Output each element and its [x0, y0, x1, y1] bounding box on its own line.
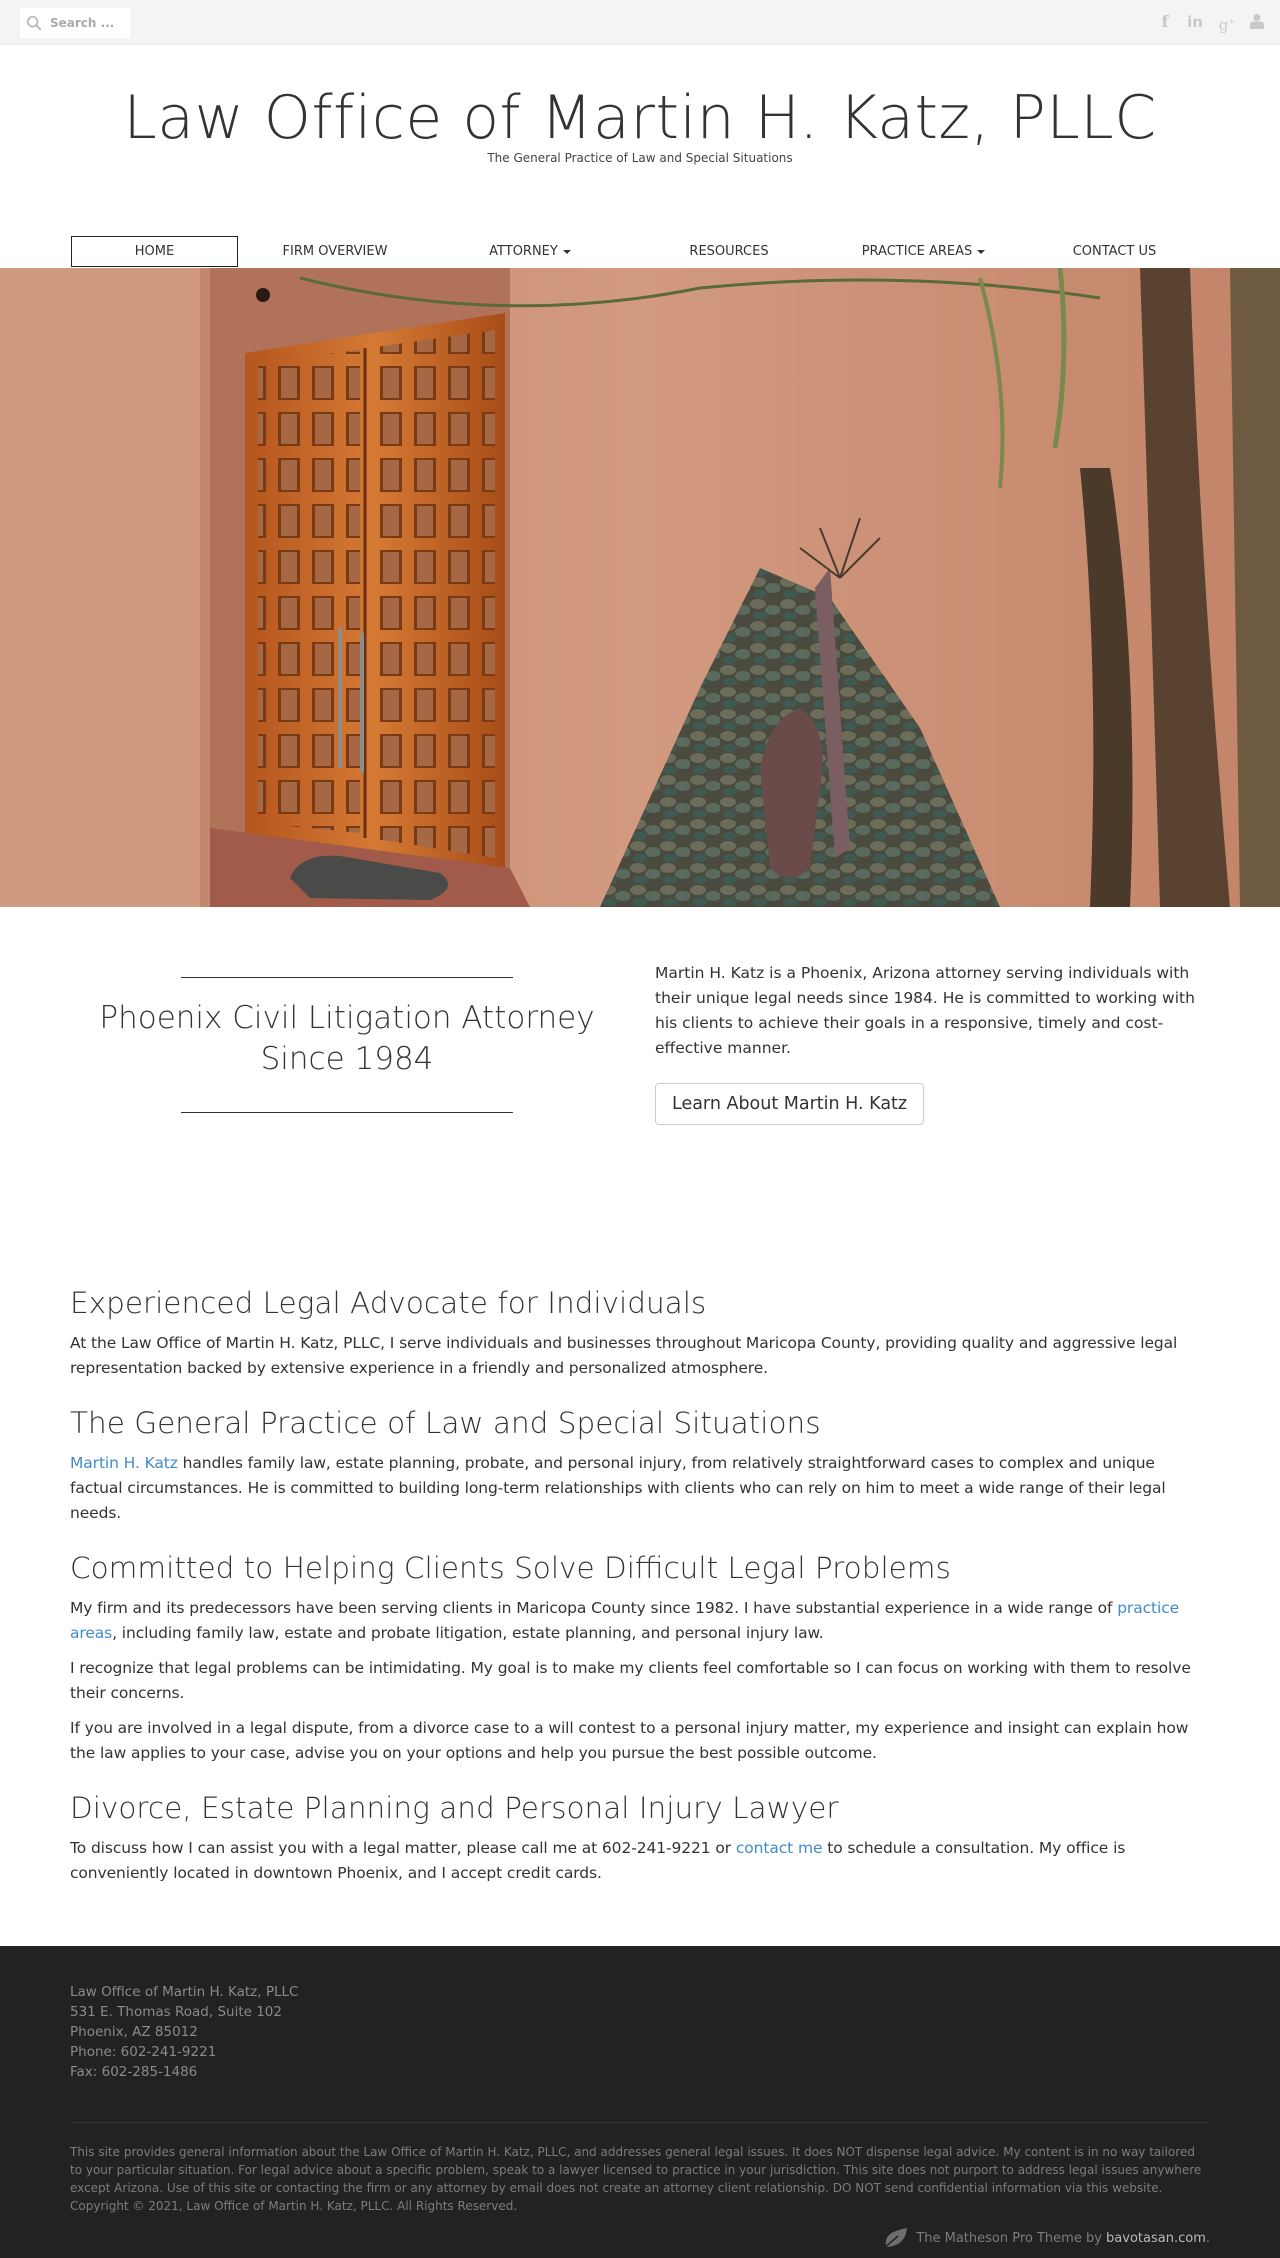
- footer-address: [70, 1982, 1210, 2082]
- nav-item-resources[interactable]: [674, 236, 784, 267]
- main-content: [0, 1283, 1280, 1886]
- bavotasan-link[interactable]: bavotasan.com: [1106, 2230, 1206, 2246]
- user-icon[interactable]: [1250, 13, 1264, 31]
- footer-divider: [70, 2122, 1210, 2123]
- footer-city: Phoenix, AZ 85012: [70, 2024, 198, 2040]
- section-paragraph: My firm and its predecessors have been serving clients in Maricopa County since 1982. I have substantial experience in a wide range of practice areas, including family law, estate and probate litigation, estate planning, and personal injury law.: [70, 1599, 1180, 1642]
- main-nav: [0, 219, 1280, 269]
- site-title[interactable]: Law Office of Martin H. Katz, PLLC: [123, 83, 1157, 153]
- section-heading: Experienced Legal Advocate for Individuals: [70, 1286, 707, 1320]
- hero-illustration: [0, 268, 1280, 907]
- nav-item-home[interactable]: [71, 236, 238, 267]
- section-heading: Divorce, Estate Planning and Personal Injury Lawyer: [70, 1791, 839, 1825]
- intro-text-block: [655, 961, 1215, 1125]
- footer-firm-name: Law Office of Martin H. Katz, PLLC: [70, 1984, 299, 2000]
- contact-me-link[interactable]: contact me: [735, 1839, 823, 1857]
- practice-areas-link[interactable]: practice areas: [70, 1599, 1180, 1642]
- theme-credit: The Matheson Pro Theme by bavotasan.com.: [70, 2227, 1210, 2249]
- footer-copyright: Copyright © 2021, Law Office of Martin H. Katz, PLLC. All Rights Reserved.: [70, 2199, 518, 2213]
- intro-heading-block: [70, 977, 624, 1113]
- google-plus-icon[interactable]: g+: [1218, 16, 1236, 34]
- section-paragraph: To discuss how I can assist you with a legal matter, please call me at 602-241-9221 or contact me to schedule a consultation. My office is conveniently located in downtown Phoenix, and I accept credit cards.: [70, 1839, 1126, 1882]
- nav-item-practice-areas[interactable]: [856, 236, 991, 267]
- section-paragraph: I recognize that legal problems can be intimidating. My goal is to make my clients feel comfortable so I can focus on working with them to resolve their concerns.: [70, 1659, 1191, 1702]
- nav-label: CONTACT US: [1072, 244, 1157, 259]
- search-box[interactable]: [20, 8, 130, 38]
- site-header: [0, 45, 1280, 225]
- top-bar: [0, 0, 1280, 45]
- hero-image: [0, 268, 1280, 907]
- intro-heading: Phoenix Civil Litigation Attorney Since 1984: [99, 1000, 595, 1077]
- section-paragraph: If you are involved in a legal dispute, from a divorce case to a will contest to a personal injury matter, my experience and insight can explain how the law applies to your case, advise you on your options and help you pursue the best possible outcome.: [70, 1719, 1189, 1762]
- social-links: [1158, 12, 1264, 34]
- footer-street: 531 E. Thomas Road, Suite 102: [70, 2004, 282, 2020]
- leaf-icon: [882, 2227, 908, 2249]
- facebook-icon[interactable]: f: [1161, 12, 1169, 31]
- nav-label: RESOURCES: [689, 244, 769, 259]
- section-paragraph: At the Law Office of Martin H. Katz, PLLC, I serve individuals and businesses throughout Maricopa County, providing quality and aggressive legal representation backed by extensive experience in a friendly and personalized atmosphere.: [70, 1334, 1178, 1377]
- footer-fax: Fax: 602-285-1486: [70, 2064, 198, 2080]
- divider: [181, 977, 513, 978]
- section-heading: The General Practice of Law and Special Situations: [70, 1406, 821, 1440]
- nav-label: PRACTICE AREAS: [861, 244, 973, 259]
- divider: [181, 1112, 513, 1113]
- nav-item-attorney[interactable]: [470, 236, 590, 267]
- site-tagline: The General Practice of Law and Special Situations: [487, 151, 793, 165]
- intro-body: Martin H. Katz is a Phoenix, Arizona attorney serving individuals with their unique legal needs since 1984. He is committed to working with his clients to achieve their goals in a responsive, timely and cost-effective manner.: [655, 964, 1195, 1057]
- nav-item-contact-us[interactable]: [1062, 236, 1167, 267]
- section-paragraph: Martin H. Katz handles family law, estate planning, probate, and personal injury, from relatively straightforward cases to complex and unique factual circumstances. He is committed to building long-term relationships with clients who can rely on him to meet a wide range of their legal needs.: [70, 1454, 1166, 1522]
- caret-down-icon: [563, 250, 571, 254]
- nav-label: HOME: [134, 244, 175, 259]
- footer-phone: Phone: 602-241-9221: [70, 2044, 217, 2060]
- nav-label: FIRM OVERVIEW: [282, 244, 388, 259]
- intro-section: [0, 907, 1280, 1262]
- linkedin-icon[interactable]: in: [1187, 13, 1203, 31]
- section-heading: Committed to Helping Clients Solve Difficult Legal Problems: [70, 1551, 951, 1585]
- nav-item-firm-overview[interactable]: [268, 236, 402, 267]
- search-icon: [26, 14, 42, 32]
- martin-katz-link[interactable]: Martin H. Katz: [70, 1454, 178, 1472]
- site-footer: [0, 1946, 1280, 2258]
- learn-about-button[interactable]: Learn About Martin H. Katz: [655, 1083, 924, 1125]
- nav-label: ATTORNEY: [489, 244, 558, 259]
- search-input[interactable]: [50, 16, 130, 30]
- caret-down-icon: [977, 250, 985, 254]
- footer-disclaimer: This site provides general information about the Law Office of Martin H. Katz, PLLC, and addresses general legal issues. It does NOT dispense legal advice. My content is in no way tailored to your particular situation. For legal advice about a specific problem, speak to a lawyer licensed to practice in your jurisdiction. This site does not purport to address legal issues anywhere except Arizona. Use of this site or contacting the firm or any attorney by email does not create an attorney client relationship. DO NOT send confidential information via this website. Copyright © 2021, Law Office of Martin H. Katz, PLLC. All Rights Reserved.: [70, 2143, 1210, 2215]
